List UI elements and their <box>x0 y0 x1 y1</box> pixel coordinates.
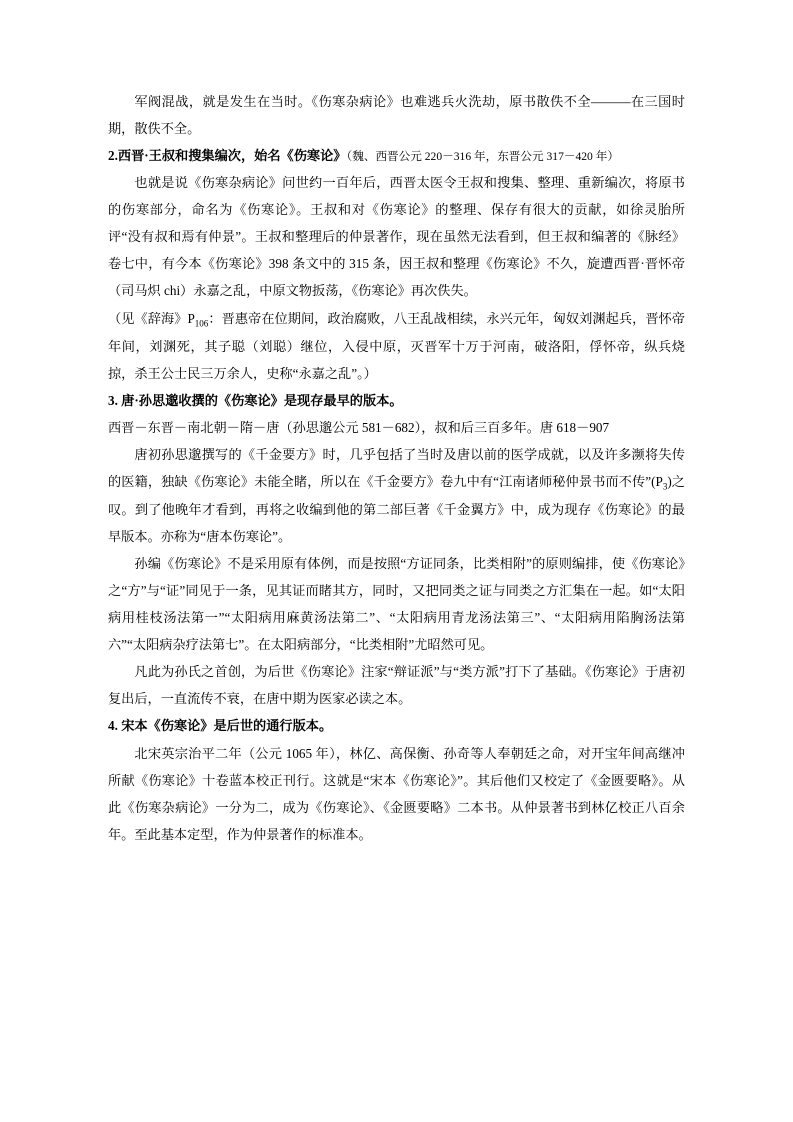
heading-section-3 <box>108 387 685 414</box>
paragraph-2-2-subscript: 106 <box>194 318 209 329</box>
paragraph-3-1-subscript: 3 <box>662 481 668 492</box>
heading-section-4 <box>108 712 685 739</box>
paragraph-3-2: 孙编《伤寒论》不是采用原有体例，而是按照“方证同条，比类相附”的原则编排，使《伤寒论》之“方”与“证”同见于一条，见其证而睹其方，同时，又把同类之证与同类之方汇集在一起。如“太阳病用桂枝汤法第一”“太阳病用麻黄汤法第二”、“太阳病用青龙汤法第三”、“太阳病用陷胸汤法第六”“太阳病杂疗法第七”。在太阳病部分，“比类相附”尤昭然可见。 <box>108 556 685 653</box>
paragraph-2-2 <box>108 305 685 387</box>
paragraph-3-1-before: 唐初孙思邈撰写的《千金要方》时，几乎包括了当时及唐以前的医学成就，以及许多濒将失传的医籍，独缺《伤寒论》未能全睹，所以在《千金要方》卷九中有“江南诸师秘仲景书而不传”(P <box>108 446 685 489</box>
paragraph-2-2-after: ：晋惠帝在位期间，政治腐败，八王乱战相续，永兴元年，匈奴刘渊起兵，晋怀帝年间，刘渊死，其子聪（刘聪）继位，入侵中原，灭晋军十万于河南，破洛阳，俘怀帝，纵兵烧掠，杀王公士民三万余人，史称“永嘉之乱”。） <box>108 310 685 381</box>
paragraph-3-3: 凡此为孙氏之首创，为后世《伤寒论》注家“辩证派”与“类方派”打下了基础。《伤寒论》于唐初复出后，一直流传不衰，在唐中期为医家必读之本。 <box>108 664 685 707</box>
paragraph-2-2-before: （见《辞海》P <box>108 310 195 326</box>
paragraph-2-1: 也就是说《伤寒杂病论》问世约一百年后，西晋太医令王叔和搜集、整理、重新编次，将原书的伤寒部分，命名为《伤寒论》。王叔和对《伤寒论》的整理、保存有很大的贡献，如徐灵胎所评“没有叔和焉有仲景”。王叔和整理后的仲景著作，现在虽然无法看到，但王叔和编著的《脉经》卷七中，有今本《伤寒论》398 条文中的 315 条，因王叔和整理《伤寒论》不久，旋遭西晋·晋怀帝（司马炽 chi）永嘉之乱，中原文物扳荡，《伤寒论》再次佚失。 <box>108 175 685 299</box>
heading-section-2-note: （魏、西晋公元 220－316 年，东晋公元 317－420 年） <box>346 150 619 164</box>
heading-section-2 <box>108 142 685 169</box>
heading-section-4-title: 4. 宋本《伤寒论》是后世的通行版本。 <box>108 718 333 734</box>
heading-section-2-title: 2.西晋·王叔和搜集编次，始名《伤寒论》 <box>108 148 347 164</box>
paragraph-3-1-after: )之叹。到了他晚年才看到，再将之收编到他的第二部巨著《千金翼方》中，成为现存《伤寒论》的最早版本。亦称为“唐本伤寒论”。 <box>108 473 685 545</box>
heading-section-3-title: 3. 唐·孙思邈收撰的《伤寒论》是现存最早的版本。 <box>108 392 403 408</box>
paragraph-4-1: 北宋英宗治平二年（公元 1065 年），林亿、高保衡、孙奇等人奉朝廷之命，对开宝年间高继冲所献《伤寒论》十卷蓝本校正刊行。这就是“宋本《伤寒论》”。其后他们又校定了《金匮要略》。从此《伤寒杂病论》一分为二，成为《伤寒论》、《金匮要略》二本书。从仲景著书到林亿校正八百余年。至此基本定型，作为仲景著作的标准本。 <box>108 745 685 842</box>
document-body <box>108 88 685 848</box>
paragraph-3-1 <box>108 441 685 550</box>
paragraph-3-timeline: 西晋－东晋－南北朝－隋－唐（孙思邈公元 581－682），叔和后三百多年。唐 618－907 <box>108 419 610 435</box>
paragraph-intro: 军阀混战，就是发生在当时。《伤寒杂病论》也难逃兵火洗劫，原书散佚不全———在三国时期，散佚不全。 <box>108 94 685 137</box>
